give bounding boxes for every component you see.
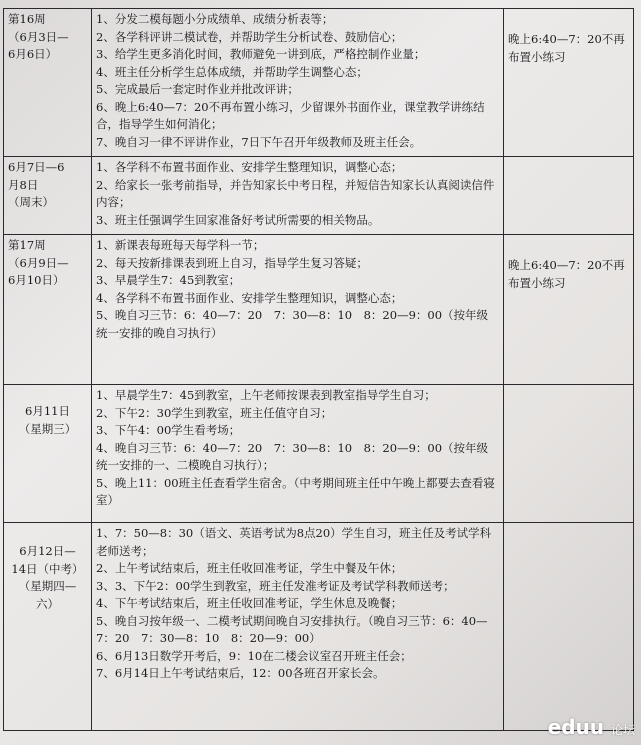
date-cell: 6月11日 （星期三） [4,385,92,523]
date-cell: 第17周 （6月9日— 6月10日） [4,235,92,385]
date-cell: 第16周 （6月3日— 6月6日） [4,9,92,157]
note-cell [504,157,634,235]
tasks-cell: 1、7：50—8：30（语文、英语考试为8点20）学生自习，班主任及考试学科老师送考； 2、上午考试结束后，班主任收回准考证，学生中餐及午休； 3、3、下午2：00学生到教室，班主任发准考证及考试学科教师送考； 4、下午考试结束后，班主任收回准考证，学生休息及晚餐； 5、晚自习按年级一、二模考试期间晚自习安排执行。（晚自习三节：6：40—7：20 7：30—8：10 8：20—9：00） 6、6月13日数学开考后，9：10在二楼会议室召开班主任会； 7、6月14日上午考试结束后，12：00各班召开家长会。 [92,523,504,731]
date-cell: 6月12日— 14日（中考） （星期四— 六） [4,523,92,731]
table-row [4,385,634,523]
watermark-logo: eduu 论坛 [547,715,635,739]
table-row [4,9,634,157]
table-row [4,235,634,385]
tasks-cell: 1、新课表每班每天每学科一节； 2、每天按新排课表到班上自习，指导学生复习答疑； 3、早晨学生7：45到教室； 4、各学科不布置书面作业、安排学生整理知识，调整心态； 5、晚自习三节：6：40—7：20 7：30—8：10 8：20—9：00（按年级统一安排的晚自习执行） [92,235,504,385]
note-cell: 晚上6:40—7：20不再布置小练习 [504,235,634,385]
schedule-table [3,8,634,731]
tasks-cell: 1、早晨学生7：45到教室，上午老师按课表到教室指导学生自习； 2、下午2：30学生到教室，班主任值守自习； 3、下午4：00学生看考场； 4、晚自习三节：6：40—7：20 7：30—8：10 8：20—9：00（按年级统一安排的一、二模晚自习执行）； 5、晚上11：00班主任查看学生宿舍。（中考期间班主任中午晚上都要去查看寝室） [92,385,504,523]
note-cell [504,523,634,731]
note-cell [504,385,634,523]
date-cell: 6月7日—6 月8日 （周末） [4,157,92,235]
table-row [4,523,634,731]
table-row [4,157,634,235]
tasks-cell: 1、各学科不布置书面作业、安排学生整理知识，调整心态； 2、给家长一张考前指导，并告知家长中考日程，并短信告知家长认真阅读信件内容； 3、班主任强调学生回家准备好考试所需要的相关物品。 [92,157,504,235]
tasks-cell: 1、分发二模每题小分成绩单、成绩分析表等； 2、各学科评讲二模试卷，并帮助学生分析试卷、鼓励信心； 3、给学生更多消化时间，教师避免一讲到底，严格控制作业量； 4、班主任分析学生总体成绩，并帮助学生调整心态； 5、完成最后一套定时作业并批改评讲； 6、晚上6:40—7：20不再布置小练习，少留课外书面作业，课堂教学讲练结合，指导学生如何消化； 7、晚自习一律不评讲作业，7日下午召开年级教师及班主任会。 [92,9,504,157]
note-cell: 晚上6:40—7：20不再布置小练习 [504,9,634,157]
